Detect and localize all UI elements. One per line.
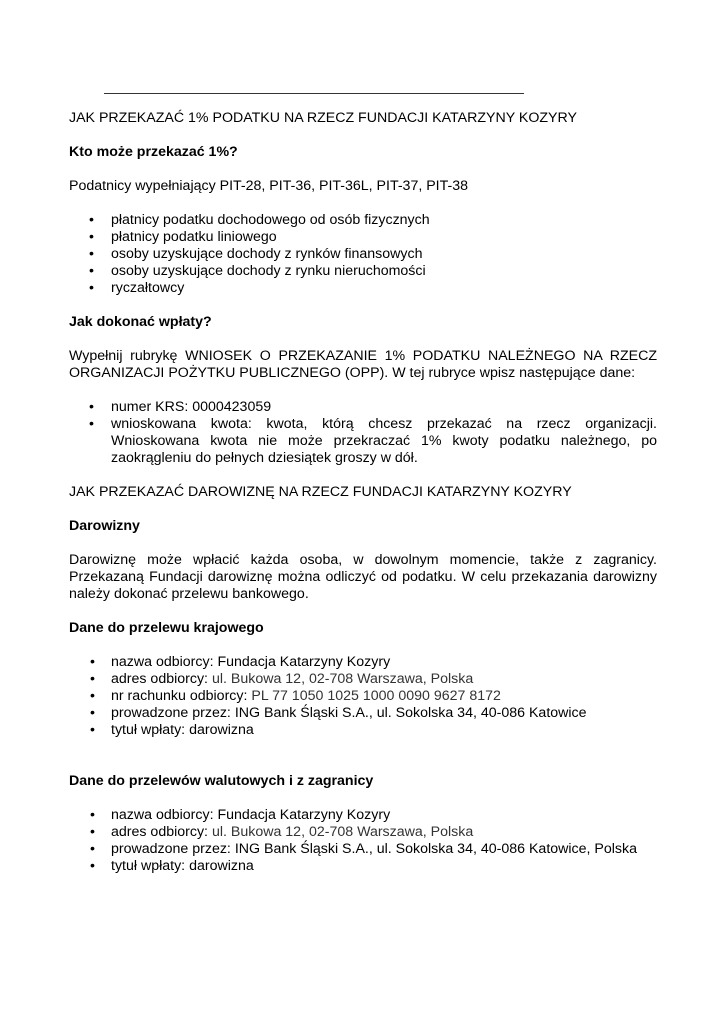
bullet-icon: • (90, 807, 95, 823)
section-title-1pct: JAK PRZEKAZAĆ 1% PODATKU NA RZECZ FUNDACJI KATARZYNY KOZYRY (69, 110, 577, 126)
list-item: • prowadzone przez: ING Bank Śląski S.A., ul. Sokolska 34, 40-086 Katowice, Polska (90, 841, 638, 857)
bullet-icon: • (90, 858, 95, 874)
form-data-list (69, 399, 657, 467)
bullet-icon: • (89, 212, 94, 228)
list-item: • płatnicy podatku liniowego (89, 229, 277, 245)
bullet-icon: • (89, 229, 94, 245)
bullet-icon: • (89, 399, 94, 415)
top-divider (104, 93, 524, 94)
donations-text: Darowiznę może wpłacić każda osoba, w dowolnym momencie, także z zagranicy. Przekazaną Fundacji darowiznę można odliczyć od podatku. W celu przekazania darowizny należy dokonać przelewu bankowego. (69, 552, 657, 602)
bullet-icon: • (90, 841, 95, 857)
how-text: Wypełnij rubrykę WNIOSEK O PRZEKAZANIE 1% PODATKU NALEŻNEGO NA RZECZ ORGANIZACJI POŻYTKU PUBLICZNEGO (OPP). W tej rubryce wpisz następujące dane: (69, 348, 657, 381)
bullet-icon: • (90, 705, 95, 721)
domestic-transfer-list (69, 654, 657, 739)
bullet-icon: • (90, 688, 95, 704)
bullet-icon: • (90, 671, 95, 687)
question-who: Kto może przekazać 1%? (69, 144, 238, 160)
list-item: • nr rachunku odbiorcy: PL 77 1050 1025 1000 0090 9627 8172 (90, 688, 501, 704)
pit-intro: Podatnicy wypełniający PIT-28, PIT-36, PIT-36L, PIT-37, PIT-38 (69, 178, 469, 194)
list-item: • prowadzone przez: ING Bank Śląski S.A., ul. Sokolska 34, 40-086 Katowice (90, 705, 587, 721)
bullet-icon: • (89, 263, 94, 279)
foreign-transfer-list (69, 807, 657, 875)
list-item: • tytuł wpłaty: darowizna (90, 722, 254, 738)
list-item: • osoby uzyskujące dochody z rynku nieruchomości (89, 263, 426, 279)
list-item: • adres odbiorcy: ul. Bukowa 12, 02-708 Warszawa, Polska (90, 671, 474, 687)
section-title-donation: JAK PRZEKAZAĆ DAROWIZNĘ NA RZECZ FUNDACJI KATARZYNY KOZYRY (69, 484, 572, 500)
donations-heading: Darowizny (69, 518, 140, 534)
domestic-transfer-heading: Dane do przelewu krajowego (69, 620, 264, 636)
bullet-icon: • (89, 416, 94, 432)
list-item: • numer KRS: 0000423059 (89, 399, 272, 415)
list-item: • adres odbiorcy: ul. Bukowa 12, 02-708 Warszawa, Polska (90, 824, 474, 840)
question-how: Jak dokonać wpłaty? (69, 314, 212, 330)
bullet-icon: • (90, 824, 95, 840)
bullet-icon: • (89, 280, 94, 296)
bullet-icon: • (90, 654, 95, 670)
list-item: • osoby uzyskujące dochody z rynków finansowych (89, 246, 423, 262)
list-item: • ryczałtowcy (89, 280, 185, 296)
bullet-icon: • (89, 246, 94, 262)
bullet-icon: • (90, 722, 95, 738)
list-item: • wnioskowana kwota: kwota, którą chcesz przekazać na rzecz organizacji. Wnioskowana kwota nie może przekraczać 1% kwoty podatku należnego, po zaokrągleniu do pełnych dziesiątek groszy w dół. (89, 416, 657, 466)
list-item: • tytuł wpłaty: darowizna (90, 858, 254, 874)
list-item: • płatnicy podatku dochodowego od osób fizycznych (89, 212, 430, 228)
list-item: • nazwa odbiorcy: Fundacja Katarzyny Kozyry (90, 654, 391, 670)
document-body (69, 110, 657, 875)
who-list (69, 212, 657, 297)
list-item: • nazwa odbiorcy: Fundacja Katarzyny Kozyry (90, 807, 391, 823)
foreign-transfer-heading: Dane do przelewów walutowych i z zagranicy (69, 773, 374, 789)
